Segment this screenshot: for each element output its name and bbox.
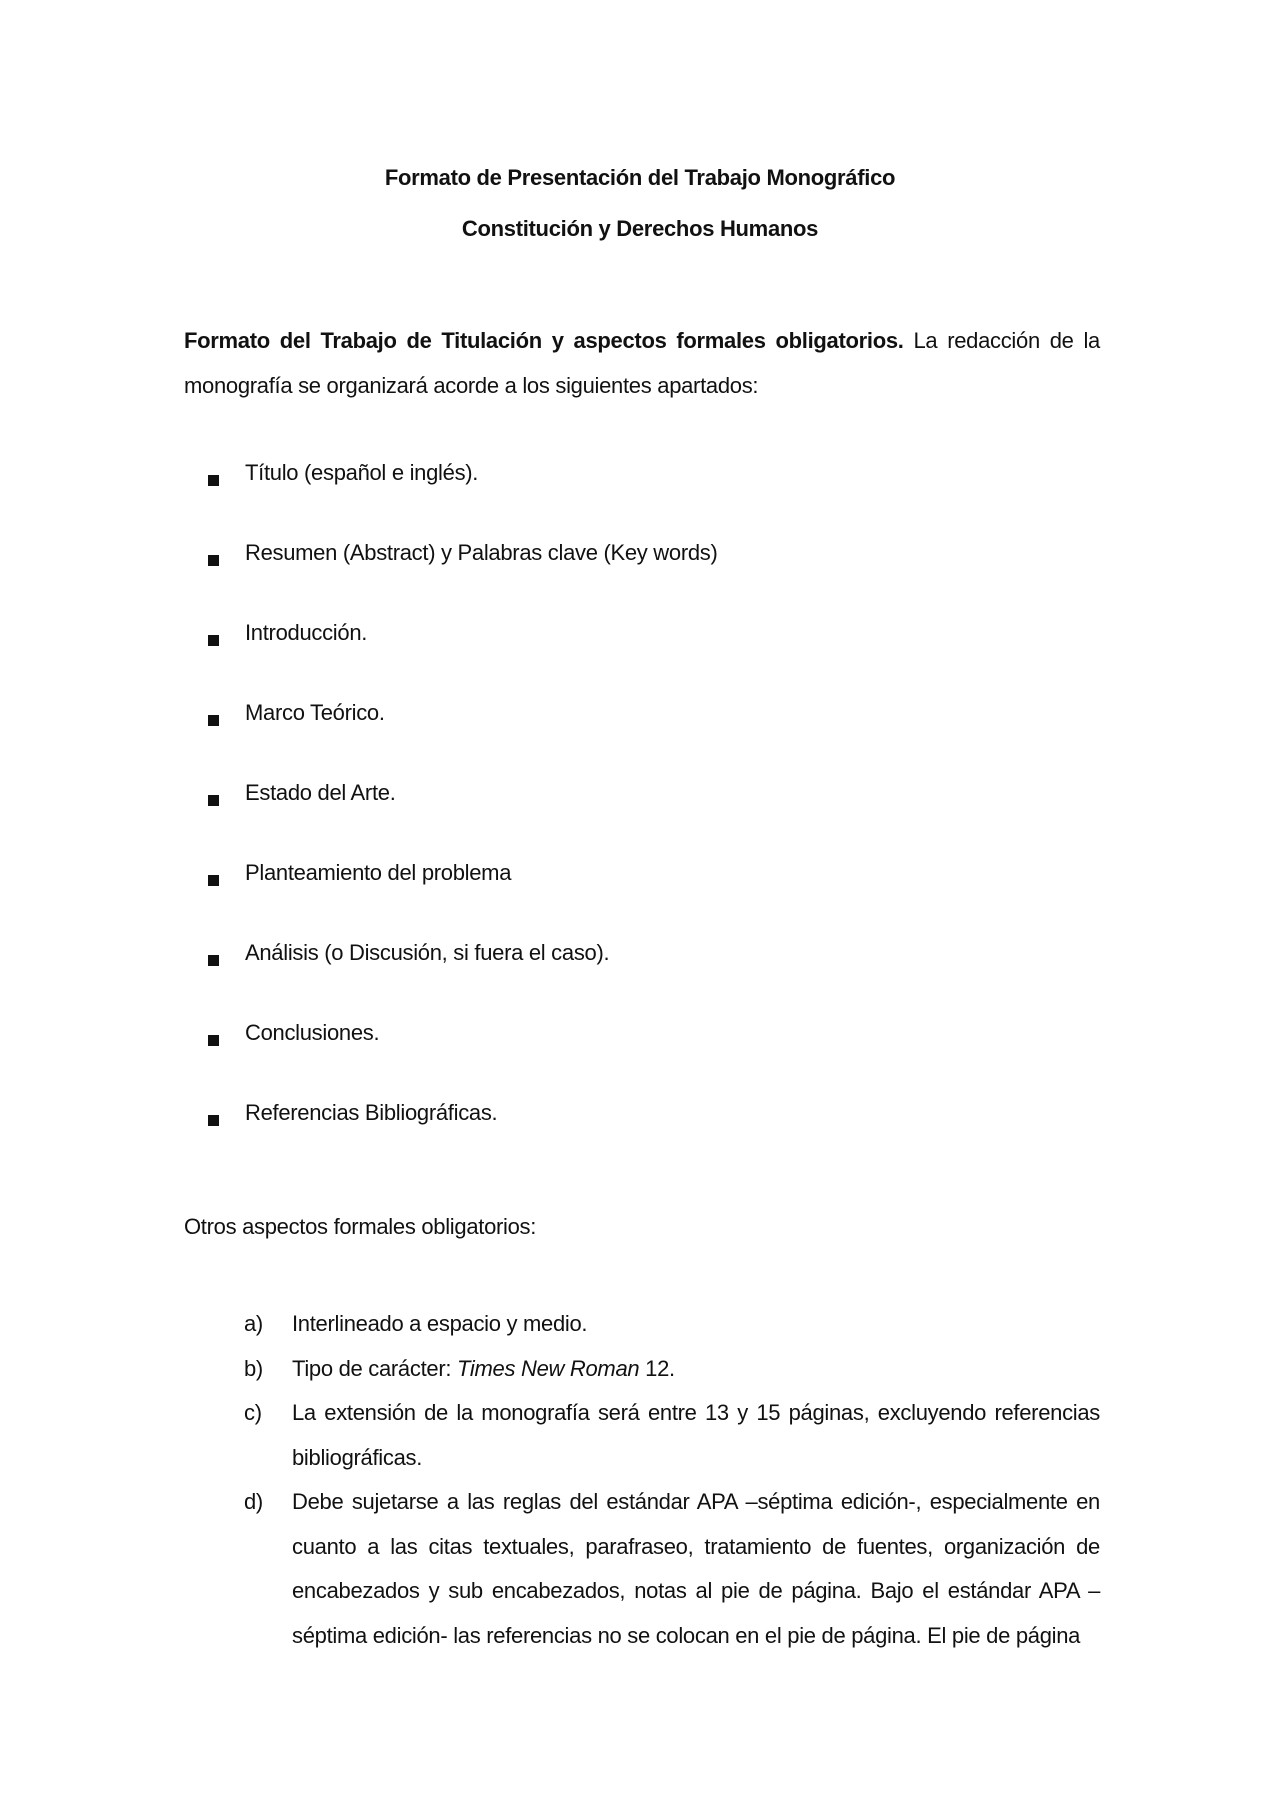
item-text-prefix: Tipo de carácter:: [292, 1355, 457, 1381]
square-bullet-icon: [208, 1115, 219, 1126]
square-bullet-icon: [208, 555, 219, 566]
requirement-a: [244, 1302, 1100, 1347]
square-bullet-icon: [208, 875, 219, 886]
section-item-text: Referencias Bibliográficas.: [245, 1100, 498, 1125]
font-name: Times New Roman: [456, 1355, 640, 1381]
section-item-text: Planteamiento del problema: [245, 860, 512, 885]
square-bullet-icon: [208, 715, 219, 726]
section-item-text: Conclusiones.: [245, 1020, 380, 1045]
section-item-text: Introducción.: [245, 620, 368, 645]
requirement-c: [244, 1391, 1100, 1480]
section-item-text: Estado del Arte.: [245, 780, 396, 805]
item-label: a): [244, 1311, 263, 1336]
item-text-suffix: 12.: [639, 1355, 675, 1381]
item-label: b): [244, 1355, 263, 1381]
requirement-d: [244, 1480, 1100, 1658]
requirement-b: [244, 1347, 1100, 1392]
intro-bold-heading: Formato del Trabajo de Titulación y aspectos formales obligatorios.: [184, 328, 904, 353]
item-text: La extensión de la monografía será entre 13 y 15 páginas, excluyendo referencias bibliográficas.: [292, 1400, 1100, 1470]
item-text: Interlineado a espacio y medio.: [292, 1311, 588, 1336]
square-bullet-icon: [208, 1035, 219, 1046]
document-title: Formato de Presentación del Trabajo Monográfico: [384, 165, 896, 190]
document-subtitle: Constitución y Derechos Humanos: [461, 216, 819, 241]
item-label: c): [244, 1400, 262, 1425]
intro-paragraph: [184, 318, 1100, 408]
section-item-text: Análisis (o Discusión, si fuera el caso).: [245, 940, 610, 965]
intro-text: La redacción de la monografía se organizará acorde a los siguientes apartados:: [184, 328, 1100, 398]
item-text: Debe sujetarse a las reglas del estándar APA –séptima edición-, especialmente en cuanto a las citas textuales, parafraseo, tratamiento de fuentes, organización de encabezados y sub encabezados, notas al pie de página. Bajo el estándar APA –séptima edición- las referencias no se colocan en el pie de página. El pie de página: [292, 1489, 1100, 1648]
section-item-text: Resumen (Abstract) y Palabras clave (Key words): [245, 540, 718, 565]
section-item-text: Marco Teórico.: [245, 700, 385, 725]
requirements-list: [244, 1302, 1100, 1658]
square-bullet-icon: [208, 795, 219, 806]
section-item-text: Título (español e inglés).: [245, 460, 479, 485]
square-bullet-icon: [208, 955, 219, 966]
square-bullet-icon: [208, 475, 219, 486]
square-bullet-icon: [208, 635, 219, 646]
item-label: d): [244, 1489, 263, 1514]
other-aspects-heading: Otros aspectos formales obligatorios:: [184, 1214, 537, 1239]
